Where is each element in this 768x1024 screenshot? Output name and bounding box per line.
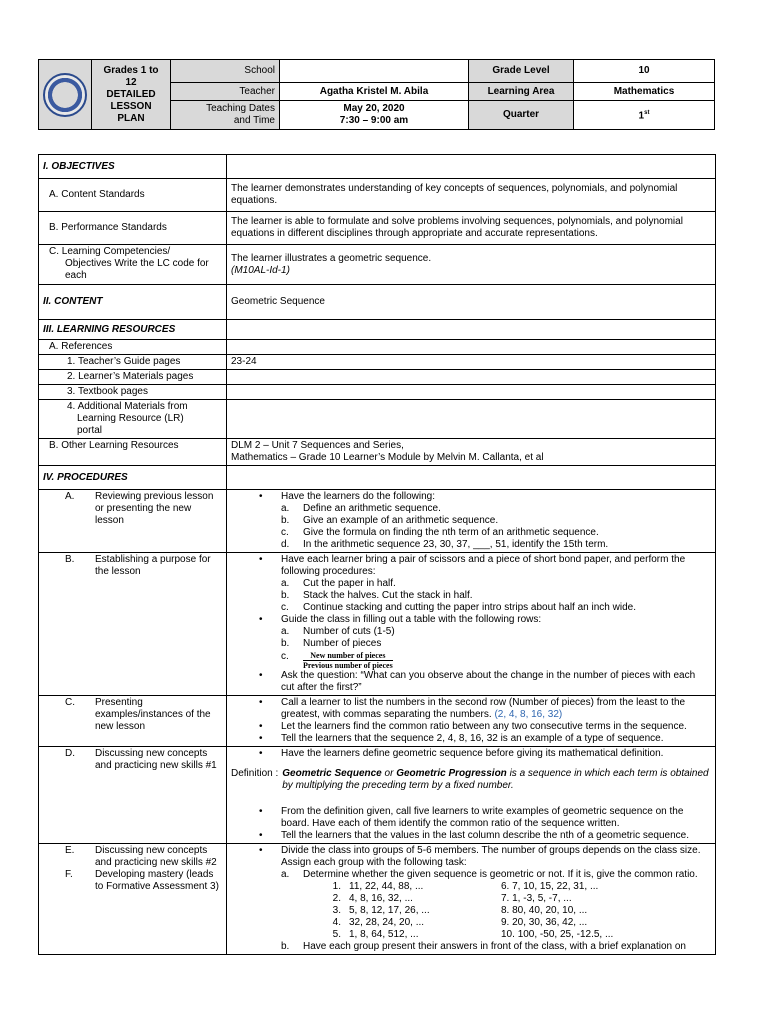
teachers-guide-row xyxy=(39,355,716,370)
deped-seal-cell xyxy=(39,60,92,130)
procedure-ef-label: E. Discussing new concepts and practicing new skills #2 F. Developing mastery (leads to Formative Assessment 3) xyxy=(39,844,227,955)
grade-label: Grade Level xyxy=(469,60,574,83)
content-text: Geometric Sequence xyxy=(227,285,716,320)
learners-materials-row xyxy=(39,370,716,385)
list-item: • Call a learner to list the numbers in the second row (Number of pieces) from the least to the greatest, with commas separating the numbers. (2, 4, 8, 16, 32) xyxy=(231,697,711,721)
list-item: • Have the learners define geometric sequence before giving its mathematical definition. xyxy=(231,748,711,760)
content-title: II. CONTENT xyxy=(39,285,227,320)
list-item: d. In the arithmetic sequence 23, 30, 37, ___, 51, identify the 15th term. xyxy=(281,539,609,550)
procedure-a-row xyxy=(39,490,716,553)
header-table xyxy=(38,59,715,130)
quarter-value: 1st xyxy=(574,101,715,130)
procedure-ef-row xyxy=(39,844,716,955)
learners-materials-label: 2. Learner’s Materials pages xyxy=(39,370,227,385)
list-item: c. $\frac{\text{New number of pieces}}{\text{Previous number of pieces}}$ xyxy=(281,651,393,670)
list-item: b. Number of pieces xyxy=(281,638,382,649)
procedure-b-label: B. Establishing a purpose for the lesson xyxy=(39,553,227,696)
performance-standards-row xyxy=(39,212,716,245)
additional-materials-row xyxy=(39,400,716,439)
competencies-text: The learner illustrates a geometric sequence. (M10AL-Id-1) xyxy=(227,245,716,285)
procedure-d-content xyxy=(227,747,716,844)
procedure-ef-content xyxy=(227,844,716,955)
teachers-guide-value: 23-24 xyxy=(227,355,716,370)
procedure-a-content xyxy=(227,490,716,553)
list-item: • Tell the learners that the values in the last column describe the nth of a geometric sequence. xyxy=(231,830,711,842)
list-item: b. Have each group present their answers in front of the class, with a brief explanation on xyxy=(281,941,686,952)
procedures-row xyxy=(39,466,716,490)
teacher-value: Agatha Kristel M. Abila xyxy=(280,83,469,101)
list-item: • Let the learners find the common ratio between any two consecutive terms in the sequence. xyxy=(231,721,711,733)
dates-label: Teaching Dates and Time xyxy=(171,101,280,130)
textbook-row xyxy=(39,385,716,400)
procedure-c-label: C. Presenting examples/instances of the new lesson xyxy=(39,696,227,747)
procedure-a-label: A. Reviewing previous lesson or presenting the new lesson xyxy=(39,490,227,553)
resources-title: III. LEARNING RESOURCES xyxy=(39,320,227,340)
list-item: • Guide the class in filling out a table with the following rows: a. Number of cuts (1-5) b. Number of pieces c. $\frac{\text{New number of pieces}}{\text{Previous number of pieces}}$ xyxy=(231,614,711,670)
list-item: b. Stack the halves. Cut the stack in half. xyxy=(281,590,473,601)
teachers-guide-label: 1. Teacher’s Guide pages xyxy=(39,355,227,370)
other-resources-text: DLM 2 – Unit 7 Sequences and Series, Mathematics – Grade 10 Learner’s Module by Melvin M. Callanta, et al xyxy=(227,439,716,466)
list-item: c. Give the formula on finding the nth term of an arithmetic sequence. xyxy=(281,527,599,538)
dlp-title: Grades 1 to 12 DETAILED LESSON PLAN xyxy=(92,60,171,130)
procedures-title: IV. PROCEDURES xyxy=(39,466,227,490)
school-value xyxy=(280,60,469,83)
lesson-plan-table xyxy=(38,154,716,955)
competencies-label: C. Learning Competencies/ Objectives Write the LC code for each xyxy=(39,245,227,285)
school-label: School xyxy=(171,60,280,83)
resources-row xyxy=(39,320,716,340)
other-resources-label: B. Other Learning Resources xyxy=(39,439,227,466)
area-value: Mathematics xyxy=(574,83,715,101)
sequence-list: 1. 11, 22, 44, 88, ... 2. 4, 8, 16, 32, ... 3. 5, 8, 12, 17, 26, ... 4. 32, 28, 24, 20, ... 5. 1, 8, 64, 512, ... 6. 7, 10, 15, 22, 31, ... 7. 1, -3, 5, -7, ... 8. 80, 40, 20, 10, ... 9. 20, 30, 36, 42, ... 10. 100, -50, 25, -12.5, ... xyxy=(332,881,614,940)
performance-standards-label: B. Performance Standards xyxy=(39,212,227,245)
other-resources-row xyxy=(39,439,716,466)
content-row xyxy=(39,285,716,320)
content-standards-row xyxy=(39,179,716,212)
list-item: • Have each learner bring a pair of scissors and a piece of short bond paper, and perform the following procedures: a. Cut the paper in half. b. Stack the halves. Cut the stack in half. c. Continue stacking and cutting the paper intro strips about half an inch wide. xyxy=(231,554,711,614)
content-standards-label: A. Content Standards xyxy=(39,179,227,212)
grade-value: 10 xyxy=(574,60,715,83)
objectives-title: I. OBJECTIVES xyxy=(39,155,227,179)
textbook-label: 3. Textbook pages xyxy=(39,385,227,400)
list-item: a. Number of cuts (1-5) xyxy=(281,626,395,637)
pieces-ratio-fraction: $\frac{\text{New number of pieces}}{\text{Previous number of pieces}}$ xyxy=(303,651,393,670)
sequence-answer: (2, 4, 8, 16, 32) xyxy=(494,709,563,720)
procedure-d-label: D. Discussing new concepts and practicing new skills #1 xyxy=(39,747,227,844)
procedure-b-row xyxy=(39,553,716,696)
references-label: A. References xyxy=(39,340,227,355)
list-item: • Tell the learners that the sequence 2, 4, 8, 16, 32 is an example of a type of sequence. xyxy=(231,733,711,745)
definition-block: Definition : Geometric Sequence or Geometric Progression is a sequence in which each term is obtained by multiplying the preceding term by a fixed number. xyxy=(231,768,709,791)
list-item: • Ask the question: “What can you observe about the change in the number of pieces with each cut after the first?” xyxy=(231,670,711,694)
references-row xyxy=(39,340,716,355)
procedure-d-row xyxy=(39,747,716,844)
list-item: a. Cut the paper in half. xyxy=(281,578,396,589)
list-item: b. Give an example of an arithmetic sequence. xyxy=(281,515,499,526)
performance-standards-text: The learner is able to formulate and solve problems involving sequences, polynomials, and polynomial equations in different disciplines through appropriate and accurate representations. xyxy=(227,212,716,245)
list-item: c. Continue stacking and cutting the paper intro strips about half an inch wide. xyxy=(281,602,636,613)
list-item: a. Determine whether the given sequence is geometric or not. If it is, give the common ratio. 1. 11, 22, 44, 88, ... 2. 4, 8, 16, 32, ... 3. 5, 8, 12, 17, 26, ... 4. 32, 28, 24, 20, ... 5. 1, 8, 64, 512, ... 6. 7, 10, 15, 22, 31, ... 7. 1, -3, 5, -7, ... 8. 80, 40, 20, 10, ... 9. 20, 30, 36, 42, ... 10. 100, -50, 25, -12.5, ... xyxy=(281,869,711,941)
teacher-label: Teacher xyxy=(171,83,280,101)
quarter-label: Quarter xyxy=(469,101,574,130)
date-time-value: May 20, 2020 7:30 – 9:00 am xyxy=(280,101,469,130)
list-item: a. Define an arithmetic sequence. xyxy=(281,503,441,514)
deped-seal-icon xyxy=(43,73,87,117)
list-item: • From the definition given, call five learners to write examples of geometric sequence on the board. Have each of them identify the common ratio of the sequence written. xyxy=(231,806,711,830)
content-standards-text: The learner demonstrates understanding of key concepts of sequences, polynomials, and polynomial equations. xyxy=(227,179,716,212)
area-label: Learning Area xyxy=(469,83,574,101)
procedure-c-row xyxy=(39,696,716,747)
procedure-b-content xyxy=(227,553,716,696)
list-item: • Divide the class into groups of 5-6 members. The number of groups depends on the class size. Assign each group with the following task: a. Determine whether the given sequence is geometric or not. If it is, give the common ratio. 1. 11, 22, 44, 88, ... 2. 4, 8, 16, 32, ... 3. 5, 8, 12, 17, 26, ... 4. 32, 28, 24, 20, ... 5. 1, 8, 64, 512, ... 6. 7, 10, 15, 22, 31, ... 7. 1, -3, 5, -7, ... 8. 80, 40, 20, 10, ... 9. 20, 30, 36, 42, ... 10. 100, -50, 25, -12.5, ... b. Have each group present their answers in front of the class, with a brief explanation on xyxy=(231,845,711,953)
additional-materials-label: 4. Additional Materials from Learning Resource (LR) portal xyxy=(39,400,227,439)
list-item: • Have the learners do the following: a. Define an arithmetic sequence. b. Give an example of an arithmetic sequence. c. Give the formula on finding the nth term of an arithmetic sequence. d. In the arithmetic sequence 23, 30, 37, ___, 51, identify the 15th term. xyxy=(231,491,711,551)
procedure-c-content xyxy=(227,696,716,747)
objectives-row xyxy=(39,155,716,179)
competencies-row xyxy=(39,245,716,285)
